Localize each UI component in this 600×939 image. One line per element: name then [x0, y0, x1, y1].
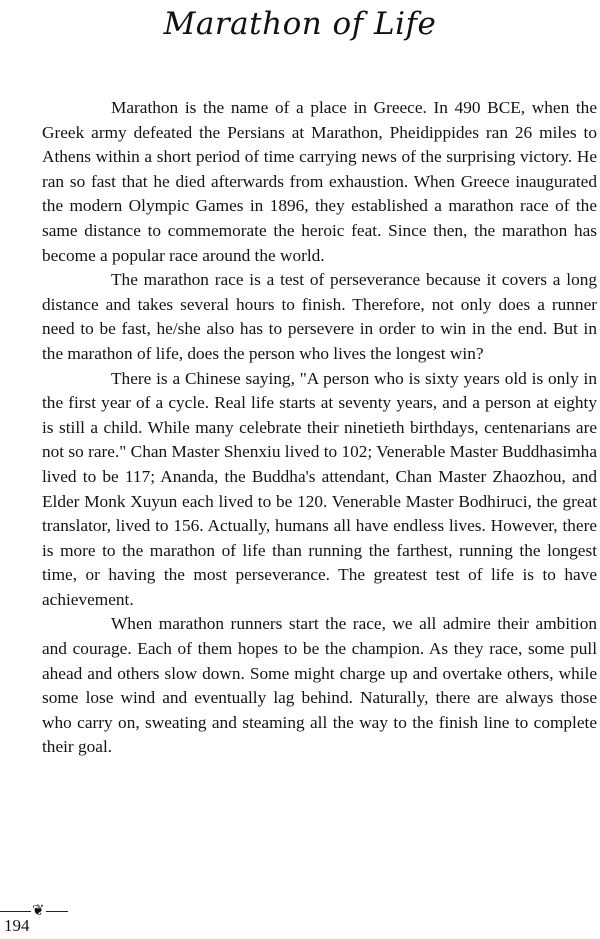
paragraph-3: There is a Chinese saying, "A person who is sixty years old is only in the first year of a cycle. Real life starts at seventy years, and a person at eighty is still a child. While many celebrate their ninetieth birthdays, centenarians are not so rare." Chan Master Shenxiu lived to 102; Venerable Master Buddhasimha lived to be 117; Ananda, the Buddha's attendant, Chan Master Zhaozhou, and Elder Monk Xuyun each lived to be 120. Venerable Master Bodhiruci, the great translator, lived to 156. Actually, humans all have endless lives. However, there is more to the marathon of life than running the farthest, running the longest time, or having the most perseverance. The greatest test of life is to have achievement. — [42, 368, 597, 609]
body-text — [42, 96, 597, 760]
fleuron-icon: ❦ — [32, 901, 45, 919]
paragraph-2: The marathon race is a test of perseverance because it covers a long distance and takes several hours to finish. Therefore, not only does a runner need to be fast, he/she also has to persevere in order to win in the end. But in the marathon of life, does the person who lives the longest win? — [42, 270, 597, 363]
ornament-rule-left — [0, 911, 31, 912]
paragraph-1: Marathon is the name of a place in Greece. In 490 BCE, when the Greek army defeated the Persians at Marathon, Pheidippides ran 26 miles to Athens within a short period of time carrying news of the surprising victory. He ran so fast that he died afterwards from exhaustion. When Greece inaugurated the modern Olympic Games in 1896, they established a marathon race of the same distance to commemorate the heroic feat. Since then, the marathon has become a popular race around the world. — [42, 98, 597, 265]
ornament-rule-right — [46, 911, 68, 912]
page-number: 194 — [4, 916, 30, 935]
page-title: Marathon of Life — [163, 6, 437, 42]
paragraph-4: When marathon runners start the race, we all admire their ambition and courage. Each of them hopes to be the champion. As they race, some pull ahead and others slow down. Some might charge up and overtake others, while some lose wind and eventually lag behind. Naturally, there are always those who carry on, sweating and steaming all the way to the finish line to complete their goal. — [42, 614, 597, 757]
